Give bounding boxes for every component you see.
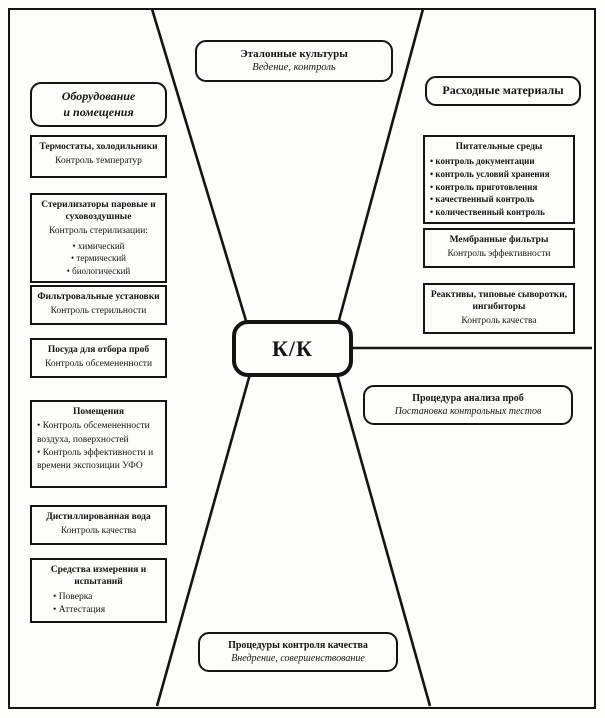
distilled-water-box [30,505,167,545]
sterilizers-bullet-thermal: • термический [71,253,126,264]
reagents-box [423,283,575,334]
reference-cultures-box [195,40,393,82]
sterilizers-bullet-chemical: • химический [72,240,125,251]
left-header-line2: и помещения [63,104,134,119]
reference-cultures-title: Эталонные культуры [240,48,348,60]
sterilizers-box [30,193,167,283]
media-bullet-qualitative: • качественный контроль [430,194,535,205]
measuring-bullet-verification: • Поверка [53,591,93,602]
media-bullet-preparation: • контроль приготовления [430,181,538,192]
sterilizers-body: Контроль стерилизации: [49,225,148,236]
sampling-dishes-box [30,338,167,378]
measuring-instruments-title: Средства измерения и испытаний [50,565,147,588]
distilled-water-body: Контроль качества [60,526,137,537]
thermostats-body: Контроль температур [55,156,142,167]
premises-box [30,400,167,488]
center-kk-box [232,320,353,377]
nutrient-media-title: Питательные среды [455,142,543,152]
membrane-filters-title: Мембранные фильтры [449,235,549,245]
media-bullet-storage: • контроль условий хранения [430,168,550,179]
premises-bullet-ufo: • Контроль эффективности и времени экспозиции УФО [37,447,154,472]
reagents-title: Реактивы, типовые сыворотки, ингибиторы [430,290,568,313]
distilled-water-title: Дистиллированная вода [46,512,151,522]
sampling-dishes-title: Посуда для отбора проб [47,345,150,355]
media-bullet-quantitative: • количественный контроль [430,206,545,217]
sampling-dishes-body: Контроль обсемененности [44,359,153,370]
sample-analysis-box [363,385,573,425]
sterilizers-bullet-biological: • биологический [66,265,131,276]
right-column-header [425,76,581,106]
sample-analysis-subtitle: Постановка контрольных тестов [394,406,542,417]
premises-title: Помещения [73,407,124,417]
filter-units-title: Фильтровальные установки [37,292,160,302]
sterilizers-title: Стерилизаторы паровые и суховоздушные [41,200,156,223]
membrane-filters-box [423,228,575,268]
left-column-header [30,82,167,127]
membrane-filters-body: Контроль эффективности [447,249,551,260]
measuring-instruments-box [30,558,167,623]
qc-procedures-subtitle: Внедрение, совершенствование [231,653,365,664]
right-header-label: Расходные материалы [442,83,564,97]
reagents-body: Контроль качества [461,315,537,326]
qc-procedures-box [198,632,398,672]
measuring-bullet-attestation: • Аттестация [53,604,106,615]
media-bullet-documentation: • контроль документации [430,156,535,167]
sample-analysis-title: Процедура анализа проб [412,393,524,404]
filter-units-body: Контроль стерильности [50,306,147,317]
center-kk-label: К/К [271,335,314,361]
nutrient-media-box [423,135,575,224]
filter-units-box [30,285,167,325]
qc-procedures-title: Процедуры контроля качества [228,640,368,651]
premises-bullet-air: • Контроль обсемененности воздуха, поверхностей [37,421,150,445]
thermostats-title: Термостаты, холодильники [39,142,158,152]
left-header-line1: Оборудование [61,89,136,103]
thermostats-box [30,135,167,178]
reference-cultures-subtitle: Ведение, контроль [252,62,336,74]
